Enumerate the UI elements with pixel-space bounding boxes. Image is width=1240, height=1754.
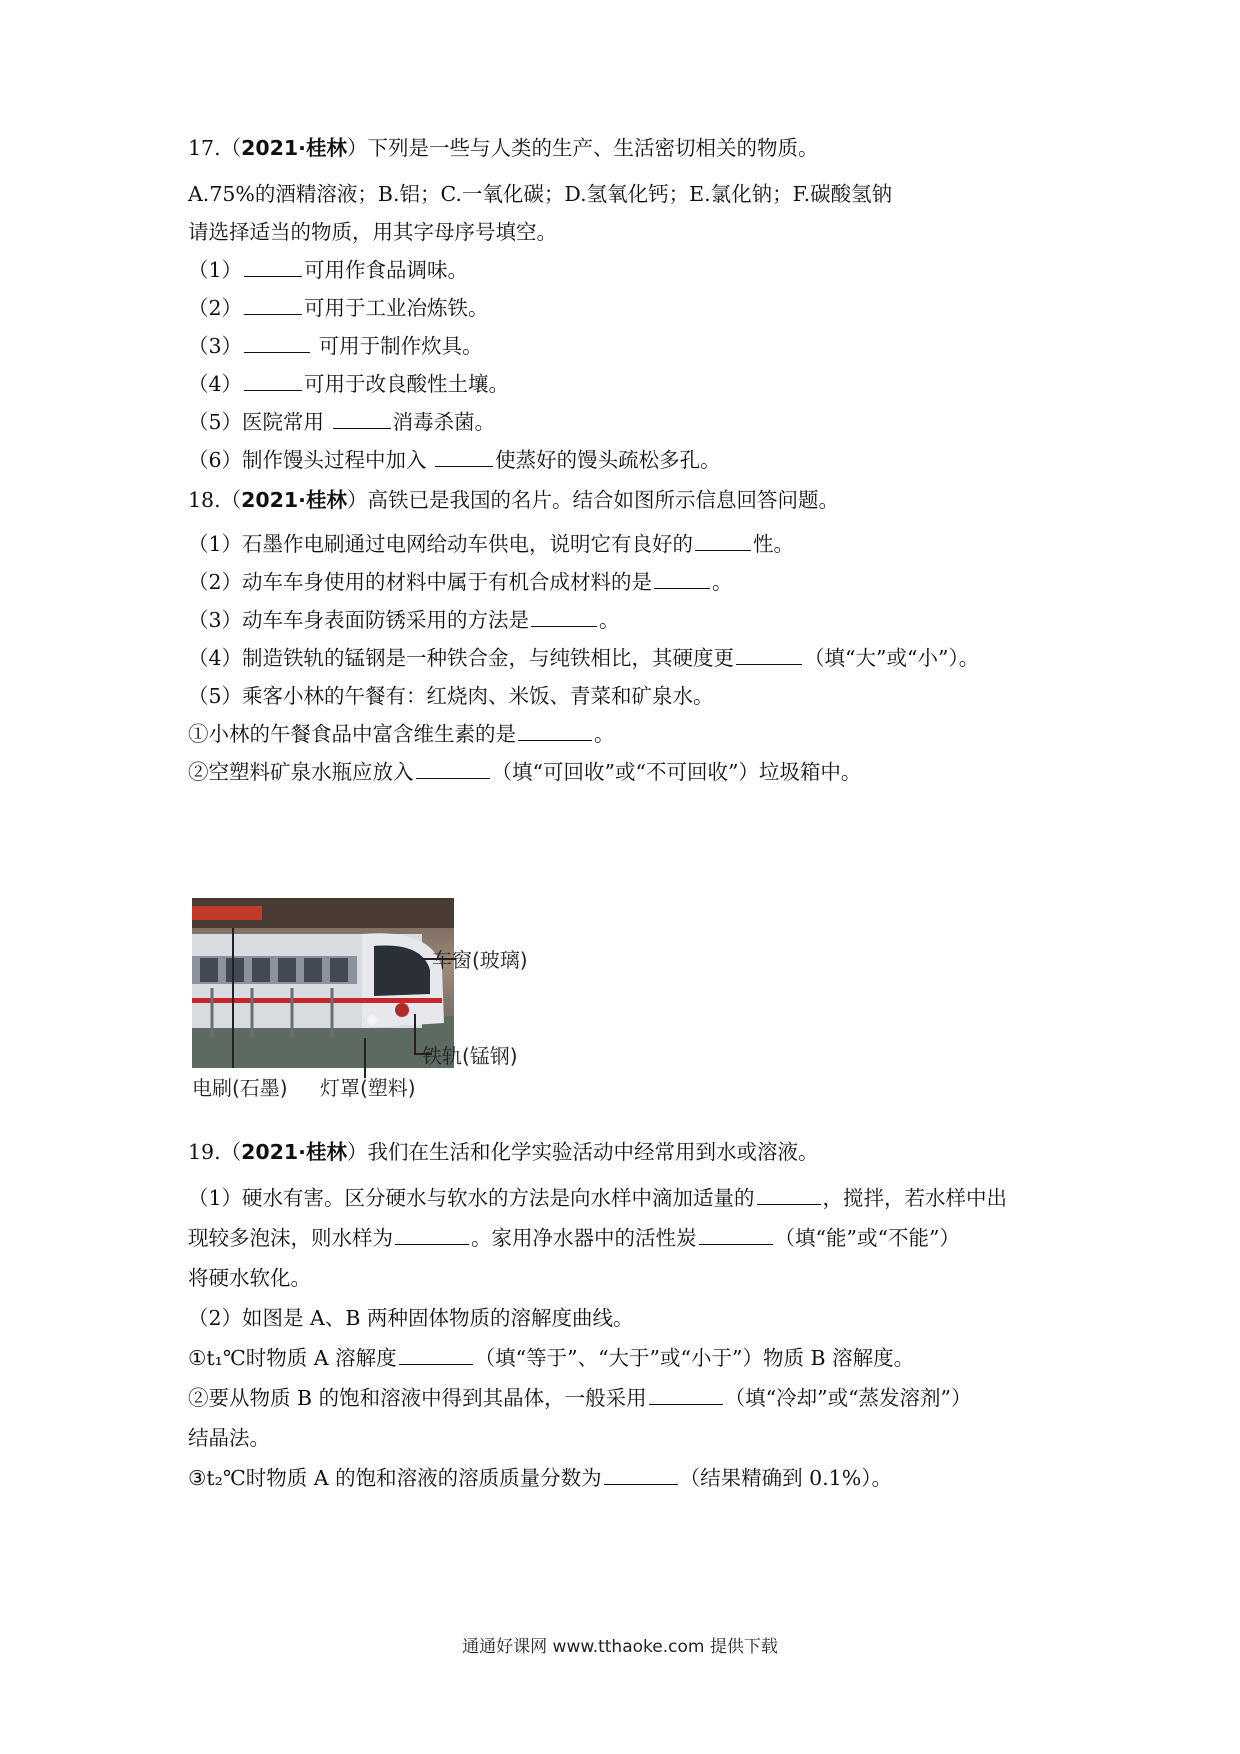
q18-source: 2021·桂林 [241,488,347,512]
q19-sub-2-line1 [188,1384,972,1412]
item-text: 石墨作电刷通过电网给动车供电，说明它有良好的 [242,532,694,556]
q19-heading [188,1138,818,1166]
item-text: （填“冷却”或“蒸发溶剂”） [724,1386,972,1410]
item-index: （4） [188,646,243,670]
item-text: 使蒸好的馒头疏松多孔。 [495,448,721,472]
rail-leader [414,1014,416,1054]
q18-stem: 高铁已是我国的名片。结合如图所示信息回答问题。 [367,488,839,512]
answer-blank[interactable] [649,1384,723,1405]
item-text: 动车车身使用的材料中属于有机合成材料的是 [242,570,653,594]
answer-blank[interactable] [736,644,802,665]
item-index: （2） [188,570,243,594]
answer-blank[interactable] [416,758,490,779]
item-text: ①小林的午餐食品中富含维生素的是 [188,722,516,746]
q17-item-6 [188,446,721,474]
item-index: （5） [188,410,243,434]
q18-heading [188,486,839,514]
q17-instruction: 请选择适当的物质，用其字母序号填空。 [188,220,557,244]
q17-number: 17. [188,136,221,160]
q17-options: A.75%的酒精溶液；B.铝；C.一氧化碳；D.氢氧化钙；E.氯化钠；F.碳酸氢钠 [188,182,893,206]
answer-blank[interactable] [604,1464,678,1485]
item-index: （5） [188,684,243,708]
item-text: 消毒杀菌。 [392,410,496,434]
item-text: ①t₁℃时物质 A 溶解度 [188,1346,397,1370]
q19-part2: （2）如图是 A、B 两种固体物质的溶解度曲线。 [188,1306,634,1330]
q18-item-2 [188,568,733,596]
item-text: 可用于改良酸性土壤。 [304,372,510,396]
item-text: 。 [599,608,620,632]
q17-heading [188,134,818,162]
answer-blank[interactable] [333,408,391,429]
item-text: ②空塑料矿泉水瓶应放入 [188,760,414,784]
item-text: 动车车身表面防锈采用的方法是 [242,608,530,632]
answer-blank[interactable] [699,1224,773,1245]
answer-blank[interactable] [518,720,592,741]
q18-number: 18. [188,488,221,512]
item-index: （1） [188,258,243,282]
q18-item-1 [188,530,794,558]
answer-blank[interactable] [244,370,302,391]
q19-number: 19. [188,1140,221,1164]
q17-item-5 [188,408,495,436]
answer-blank[interactable] [244,332,310,353]
item-text: （填“等于”、“大于”或“小于”）物质 B 溶解度。 [474,1346,915,1370]
q18-item-4 [188,644,979,672]
q18-source-open: （ [220,488,242,512]
q17-item-4 [188,370,509,398]
item-text: 性。 [753,532,795,556]
q17-item-1 [188,256,468,284]
q19-part1-line3: 将硬水软化。 [188,1266,311,1290]
q19-part1-line1 [188,1184,1007,1212]
answer-blank[interactable] [395,1224,469,1245]
q17-source-close: ） [346,136,368,160]
item-text: 现较多泡沫，则水样为 [188,1226,393,1250]
q17-source: 2021·桂林 [241,136,347,160]
answer-blank[interactable] [531,606,597,627]
answer-blank[interactable] [757,1184,821,1205]
q19-sub-2-line2: 结晶法。 [188,1426,270,1450]
q17-source-open: （ [220,136,242,160]
q19-sub-1 [188,1344,914,1372]
answer-blank[interactable] [695,530,751,551]
item-text: 。家用净水器中的活性炭 [471,1226,697,1250]
answer-blank[interactable] [244,256,302,277]
item-text: 乘客小林的午餐有：红烧肉、米饭、青菜和矿泉水。 [242,684,714,708]
q18-source-close: ） [346,488,368,512]
item-text: （填“大”或“小”）。 [804,646,980,670]
item-text: ，搅拌，若水样中出 [822,1186,1008,1210]
item-index: （6） [188,448,243,472]
item-text: ③t₂℃时物质 A 的饱和溶液的溶质质量分数为 [188,1466,602,1490]
q18-sub-2 [188,758,861,786]
answer-blank[interactable] [244,294,302,315]
item-index: （3） [188,608,243,632]
item-index: （4） [188,372,243,396]
q19-source-close: ） [346,1140,368,1164]
label-rail: 铁轨(锰钢) [422,1044,518,1068]
item-text: （填“可回收”或“不可回收”）垃圾箱中。 [491,760,862,784]
q17-item-2 [188,294,489,322]
item-text: 可用于制作炊具。 [312,334,483,358]
q19-source-open: （ [220,1140,242,1164]
item-text: 医院常用 [242,410,331,434]
q19-sub-3 [188,1464,892,1492]
train-figure [192,898,612,1118]
item-text: 制造铁轨的锰钢是一种铁合金，与纯铁相比，其硬度更 [242,646,735,670]
q19-source: 2021·桂林 [241,1140,347,1164]
label-brush: 电刷(石墨) [192,1076,288,1100]
q18-sub-1 [188,720,615,748]
item-text: 可用于工业冶炼铁。 [304,296,489,320]
item-text: ②要从物质 B 的饱和溶液中得到其晶体，一般采用 [188,1386,647,1410]
item-index: （3） [188,334,243,358]
item-text: 。 [594,722,615,746]
page-footer: 通通好课网 www.tthaoke.com 提供下载 [462,1637,778,1657]
answer-blank[interactable] [435,446,493,467]
item-text: （1）硬水有害。区分硬水与软水的方法是向水样中滴加适量的 [188,1186,755,1210]
item-text: （结果精确到 0.1%）。 [679,1466,892,1490]
item-text: 制作馒头过程中加入 [242,448,434,472]
q17-stem: 下列是一些与人类的生产、生活密切相关的物质。 [367,136,819,160]
q17-item-3 [188,332,483,360]
item-index: （1） [188,532,243,556]
item-index: （2） [188,296,243,320]
brush-leader [232,928,234,1068]
label-lamp: 灯罩(塑料) [320,1076,416,1100]
label-window: 车窗(玻璃) [432,948,528,972]
q19-part1-line2 [188,1224,960,1252]
item-text: 。 [712,570,733,594]
answer-blank[interactable] [654,568,710,589]
answer-blank[interactable] [399,1344,473,1365]
item-text: 可用作食品调味。 [304,258,469,282]
q19-stem: 我们在生活和化学实验活动中经常用到水或溶液。 [367,1140,819,1164]
q18-item-5 [188,682,714,710]
item-text: （填“能”或“不能”） [774,1226,960,1250]
q18-item-3 [188,606,620,634]
